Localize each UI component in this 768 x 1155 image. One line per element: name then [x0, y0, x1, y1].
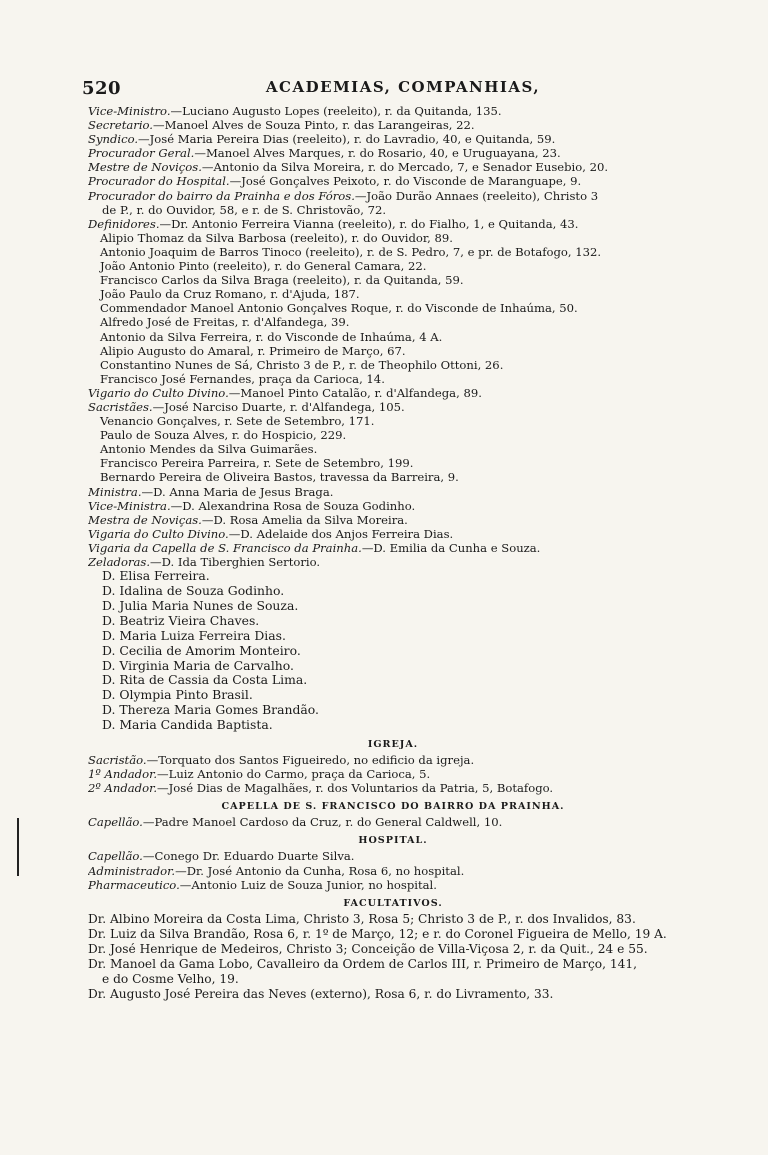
role-title: 1º Andador.	[88, 767, 158, 782]
text-line	[88, 767, 698, 781]
zeladora-entry: D. Virginia Maria de Carvalho.	[102, 657, 294, 673]
text-line	[88, 372, 698, 386]
text-line	[88, 815, 698, 829]
text-line	[88, 878, 698, 892]
entry-text: —Padre Manoel Cardoso da Cruz, r. do General Caldwell, 10.	[142, 815, 503, 830]
zeladoras-list	[88, 569, 698, 733]
role-title: Vice-Ministra.	[88, 498, 171, 513]
entry-text: Dr. Albino Moreira da Costa Lima, Christo 3, Rosa 5; Christo 3 de P., r. dos Invalidos, 83.	[88, 911, 636, 926]
text-line	[88, 864, 698, 878]
zeladora-entry: D. Cecilia de Amorim Monteiro.	[102, 642, 301, 658]
entry-text: —José Dias de Magalhães, r. dos Voluntarios da Patria, 5, Botafogo.	[157, 781, 554, 796]
entry-text: de P., r. do Ouvidor, 58, e r. de S. Christovão, 72.	[102, 202, 387, 217]
zeladora-entry: D. Elisa Ferreira.	[102, 568, 210, 584]
text-line	[88, 358, 698, 372]
role-title: Capellão.	[88, 815, 143, 830]
entry-text: —D. Ida Tiberghien Sertorio.	[150, 555, 321, 569]
entry-text: Constantino Nunes de Sá, Christo 3 de P., r. de Theophilo Ottoni, 26.	[100, 357, 504, 372]
role-title: Vice-Ministro.	[88, 104, 171, 118]
entry-text: João Paulo da Cruz Romano, r. d'Ajuda, 187.	[100, 287, 360, 302]
text-line	[88, 428, 698, 442]
entry-text: —Antonio Luiz de Souza Junior, no hospital.	[179, 877, 437, 892]
role-title: Vigaria do Culto Divino.	[88, 526, 229, 541]
role-title: 2º Andador.	[88, 781, 158, 796]
entry-text: —Luciano Augusto Lopes (reeleito), r. da Quitanda, 135.	[170, 104, 502, 118]
entry-text: —Luiz Antonio do Carmo, praça da Carioca, 5.	[157, 767, 431, 782]
role-title: Mestra de Noviças.	[88, 512, 202, 527]
text-line	[88, 912, 698, 927]
hospital-list	[88, 849, 698, 891]
role-title: Secretario.	[88, 118, 153, 133]
facultativos-list	[88, 912, 698, 1002]
zeladora-entry: D. Olympia Pinto Brasil.	[102, 687, 253, 703]
zeladora-entry: D. Maria Candida Baptista.	[102, 717, 273, 733]
entry-text: Venancio Gonçalves, r. Sete de Setembro, 171.	[100, 414, 375, 429]
text-line	[88, 330, 698, 344]
entry-text: Commendador Manoel Antonio Gonçalves Roque, r. do Visconde de Inhaúma, 50.	[100, 301, 578, 316]
zeladora-entry: D. Thereza Maria Gomes Brandão.	[102, 702, 319, 718]
entry-text: Dr. Luiz da Silva Brandão, Rosa 6, r. 1º de Março, 12; e r. do Coronel Figueira de Mello, 19 A.	[88, 926, 667, 941]
text-line	[88, 118, 698, 132]
section-heading-facultativos: FACULTATIVOS.	[343, 897, 443, 909]
running-head: ACADEMIAS, COMPANHIAS,	[265, 78, 541, 96]
entry-text: Dr. José Henrique de Medeiros, Christo 3; Conceição de Villa-Viçosa 2, r. da Quit., 24 e 55.	[88, 941, 648, 956]
entry-text: Francisco José Fernandes, praça da Carioca, 14.	[100, 371, 385, 386]
text-line	[88, 146, 698, 160]
role-title: Administrador.	[88, 863, 176, 878]
role-title: Zeladoras.	[88, 555, 151, 569]
text-line	[88, 217, 698, 231]
section-heading-igreja: IGREJA.	[367, 739, 419, 751]
role-title: Procurador Geral.	[88, 146, 195, 161]
text-line	[88, 287, 698, 301]
text-line	[88, 849, 698, 863]
text-line	[88, 499, 698, 513]
section-heading-capella: CAPELLA DE S. FRANCISCO DO BAIRRO DA PRAINHA.	[221, 801, 565, 813]
entry-text: Alfredo José de Freitas, r. d'Alfandega, 39.	[100, 315, 350, 330]
text-line	[88, 273, 698, 287]
entry-text: Dr. Manoel da Gama Lobo, Cavalleiro da Ordem de Carlos III, r. Primeiro de Março, 141,	[88, 956, 638, 971]
zeladora-entry: D. Beatriz Vieira Chaves.	[102, 612, 260, 628]
text-line	[88, 400, 698, 414]
text-line	[88, 315, 698, 329]
entry-text: —João Durão Annaes (reeleito), Christo 3	[354, 188, 599, 203]
text-line	[88, 301, 698, 315]
igreja-list	[88, 753, 698, 795]
text-line	[88, 972, 698, 987]
entry-text: Antonio Joaquim de Barros Tinoco (reeleito), r. de S. Pedro, 7, e pr. de Botafogo, 132.	[100, 244, 602, 259]
zeladora-entry: D. Maria Luiza Ferreira Dias.	[102, 627, 286, 643]
zeladora-entry: D. Idalina de Souza Godinho.	[102, 583, 285, 598]
text-line	[88, 132, 698, 146]
text-line	[88, 414, 698, 428]
text-line	[88, 753, 698, 767]
role-title: Mestre de Noviços.	[88, 160, 202, 175]
text-line	[88, 513, 698, 527]
entry-text: Francisco Pereira Parreira, r. Sete de Setembro, 199.	[100, 456, 414, 471]
entry-text: —Dr. Antonio Ferreira Vianna (reeleito), r. do Fialho, 1, e Quitanda, 43.	[159, 216, 579, 231]
text-line	[88, 386, 698, 400]
entry-text: e do Cosme Velho, 19.	[102, 971, 239, 986]
text-line	[88, 781, 698, 795]
entry-text: —D. Emilia da Cunha e Souza.	[361, 540, 541, 555]
section-heading-hospital: HOSPITAL.	[358, 835, 428, 847]
entry-text: —D. Adelaide dos Anjos Ferreira Dias.	[228, 526, 454, 541]
role-title: Vigaria da Capella de S. Francisco da Prainha.	[88, 540, 362, 555]
text-line	[88, 189, 698, 203]
entry-text: —Dr. José Antonio da Cunha, Rosa 6, no hospital.	[175, 863, 465, 878]
entry-text: Paulo de Souza Alves, r. do Hospicio, 229.	[100, 428, 347, 443]
entry-text: Alipio Augusto do Amaral, r. Primeiro de Março, 67.	[100, 343, 406, 358]
page-number: 520	[82, 78, 122, 99]
text-line	[88, 245, 698, 259]
entry-text: Dr. Augusto José Pereira das Neves (externo), Rosa 6, r. do Livramento, 33.	[88, 986, 554, 1001]
entry-text: Alipio Thomaz da Silva Barbosa (reeleito), r. do Ouvidor, 89.	[100, 230, 453, 245]
text-line	[88, 442, 698, 456]
text-line	[88, 104, 698, 118]
capella-list	[88, 815, 698, 829]
role-title: Capellão.	[88, 849, 143, 864]
text-line	[88, 231, 698, 245]
entry-text: —Manoel Alves Marques, r. do Rosario, 40, e Uruguayana, 23.	[194, 146, 561, 161]
entry-text: —Manoel Alves de Souza Pinto, r. das Larangeiras, 22.	[152, 118, 475, 133]
zeladora-entry: D. Julia Maria Nunes de Souza.	[102, 597, 299, 613]
entry-text: —José Maria Pereira Dias (reeleito), r. do Lavradio, 40, e Quitanda, 59.	[138, 132, 556, 147]
text-line	[88, 174, 698, 188]
text-line	[88, 942, 698, 957]
text-line	[88, 456, 698, 470]
role-title: Procurador do Hospital.	[88, 174, 230, 189]
role-title: Pharmaceutico.	[88, 877, 180, 892]
entry-text: —Manoel Pinto Catalão, r. d'Alfandega, 89.	[228, 385, 482, 400]
entry-text: —José Narciso Duarte, r. d'Alfandega, 105.	[152, 399, 405, 414]
entry-text: João Antonio Pinto (reeleito), r. do General Camara, 22.	[100, 259, 427, 274]
text-line	[88, 259, 698, 273]
text-line	[88, 987, 698, 1002]
role-title: Definidores.	[88, 216, 160, 231]
role-title: Sacristão.	[88, 753, 147, 768]
entry-text: —D. Anna Maria de Jesus Braga.	[141, 484, 334, 499]
text-line	[88, 344, 698, 358]
page-header	[82, 78, 698, 102]
text-line	[88, 541, 698, 555]
text-line	[88, 927, 698, 942]
role-title: Vigario do Culto Divino.	[88, 385, 229, 400]
entry-text: —José Gonçalves Peixoto, r. do Visconde de Maranguape, 9.	[229, 174, 582, 189]
role-title: Procurador do bairro da Prainha e dos Fóros.	[88, 188, 355, 203]
text-line	[88, 485, 698, 499]
entry-text: —Torquato dos Santos Figueiredo, no edificio da igreja.	[146, 753, 475, 768]
text-line	[88, 555, 698, 569]
text-line	[88, 160, 698, 174]
text-line	[88, 203, 698, 217]
zeladora-entry: D. Rita de Cassia da Costa Lima.	[102, 672, 308, 688]
text-line	[88, 527, 698, 541]
officers-list	[88, 104, 698, 569]
role-title: Ministra.	[88, 484, 142, 499]
text-line	[88, 470, 698, 484]
entry-text: —D. Rosa Amelia da Silva Moreira.	[201, 512, 408, 527]
text-line	[88, 957, 698, 972]
entry-text: Francisco Carlos da Silva Braga (reeleito), r. da Quitanda, 59.	[100, 273, 464, 288]
entry-text: —Conego Dr. Eduardo Duarte Silva.	[142, 849, 355, 864]
entry-text: —Antonio da Silva Moreira, r. do Mercado, 7, e Senador Eusebio, 20.	[201, 160, 609, 175]
margin-ink-mark	[17, 818, 19, 876]
entry-text: Antonio da Silva Ferreira, r. do Visconde de Inhaúma, 4 A.	[100, 329, 443, 344]
entry-text: —D. Alexandrina Rosa de Souza Godinho.	[170, 498, 416, 513]
entry-text: Antonio Mendes da Silva Guimarães.	[100, 442, 318, 457]
role-title: Syndico.	[88, 132, 139, 147]
role-title: Sacristães.	[88, 399, 153, 414]
entry-text: Bernardo Pereira de Oliveira Bastos, travessa da Barreira, 9.	[100, 470, 459, 485]
